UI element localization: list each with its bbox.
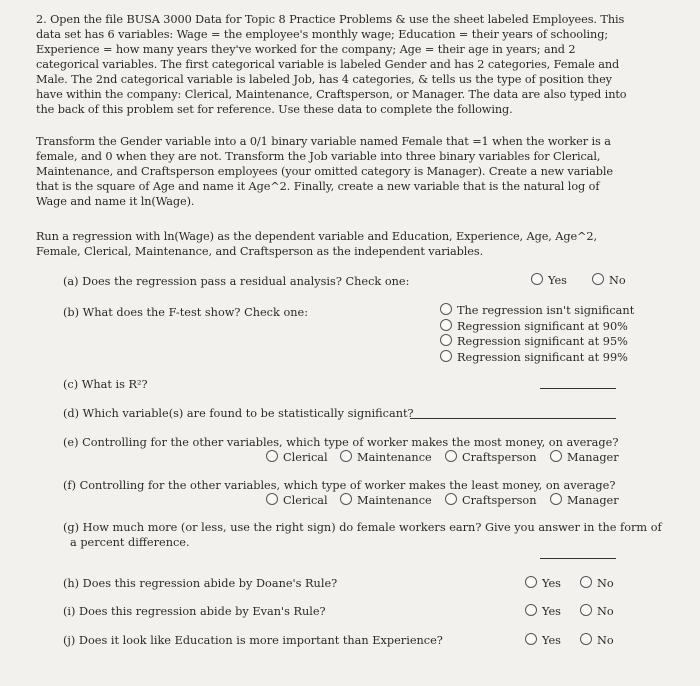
q-f-maintenance-option[interactable]: Maintenance <box>340 493 432 508</box>
question-h: (h) Does this regression abide by Doane's Rule? <box>63 577 338 590</box>
intro-paragraph: 2. Open the file BUSA 3000 Data for Topic 8 Practice Problems & use the sheet labeled Employees. This data set has 6 variables: Wage = the employee's monthly wage; Education = their years of schooling; Experience = how many years they've worked for the company; Age = their age in years; and 2 categorical variables. The first categorical variable is labeled Gender and has 2 categories, Female and Male. The 2nd categorical variable is labeled Job, has 4 categories, & tells us the type of position they have within the company: Clerical, Maintenance, Craftsperson, or Manager. The data are also typed into the back of this problem set for reference. Use these data to complete the following. <box>36 13 627 116</box>
q-j-yes-option[interactable]: Yes <box>525 633 561 648</box>
q-b-option-90[interactable]: Regression significant at 90% <box>440 319 634 335</box>
question-b: (b) What does the F-test show? Check one: <box>63 306 309 319</box>
question-f: (f) Controlling for the other variables, which type of worker makes the least money, on average? <box>63 479 616 492</box>
q-b-option-not-significant[interactable]: The regression isn't significant <box>440 303 634 319</box>
radio-icon[interactable] <box>340 450 352 462</box>
q-j-no-option[interactable]: No <box>580 633 614 648</box>
transform-paragraph: Transform the Gender variable into a 0/1 binary variable named Female that =1 when the worker is a female, and 0 when they are not. Transform the Job variable into three binary variables for Clerical, Maintenance, and Craftsperson employees (your omitted category is Manager). Create a new variable that is the square of Age and name it Age^2. Finally, create a new variable that is the natural log of Wage and name it ln(Wage). <box>36 135 614 208</box>
radio-icon[interactable] <box>580 576 592 588</box>
radio-icon[interactable] <box>340 493 352 505</box>
q-g-answer-line[interactable] <box>540 558 616 559</box>
q-f-clerical-option[interactable]: Clerical <box>266 493 328 508</box>
question-g-line2: a percent difference. <box>70 536 190 549</box>
q-a-yes-option[interactable]: Yes <box>531 273 567 288</box>
question-i: (i) Does this regression abide by Evan's Rule? <box>63 605 326 618</box>
q-f-manager-option[interactable]: Manager <box>550 493 619 508</box>
q-h-yes-option[interactable]: Yes <box>525 576 561 591</box>
radio-icon[interactable] <box>266 493 278 505</box>
question-g-line1: (g) How much more (or less, use the right sign) do female workers earn? Give you answer in the form of <box>63 521 662 534</box>
q-c-answer-line[interactable] <box>540 388 616 389</box>
q-b-option-95[interactable]: Regression significant at 95% <box>440 334 634 350</box>
q-e-maintenance-option[interactable]: Maintenance <box>340 450 432 465</box>
question-c: (c) What is R²? <box>63 378 148 391</box>
q-d-answer-line[interactable] <box>410 418 616 419</box>
radio-icon[interactable] <box>550 450 562 462</box>
q-b-option-99[interactable]: Regression significant at 99% <box>440 350 634 366</box>
q-h-no-option[interactable]: No <box>580 576 614 591</box>
radio-icon[interactable] <box>440 350 452 362</box>
q-f-craftsperson-option[interactable]: Craftsperson <box>445 493 537 508</box>
question-e: (e) Controlling for the other variables, which type of worker makes the most money, on average? <box>63 436 619 449</box>
radio-icon[interactable] <box>550 493 562 505</box>
question-a: (a) Does the regression pass a residual analysis? Check one: <box>63 275 410 288</box>
radio-icon[interactable] <box>445 450 457 462</box>
radio-icon[interactable] <box>445 493 457 505</box>
question-j: (j) Does it look like Education is more important than Experience? <box>63 634 443 647</box>
q-e-clerical-option[interactable]: Clerical <box>266 450 328 465</box>
q-e-manager-option[interactable]: Manager <box>550 450 619 465</box>
q-a-no-option[interactable]: No <box>592 273 626 288</box>
radio-icon[interactable] <box>440 319 452 331</box>
radio-icon[interactable] <box>525 576 537 588</box>
radio-icon[interactable] <box>580 633 592 645</box>
q-i-yes-option[interactable]: Yes <box>525 604 561 619</box>
regression-paragraph: Run a regression with ln(Wage) as the dependent variable and Education, Experience, Age, Age^2, Female, Clerical, Maintenance, and Craftsperson as the independent variables. <box>36 230 597 258</box>
q-b-options <box>440 303 634 365</box>
q-i-no-option[interactable]: No <box>580 604 614 619</box>
q-e-craftsperson-option[interactable]: Craftsperson <box>445 450 537 465</box>
radio-icon[interactable] <box>531 273 543 285</box>
question-d: (d) Which variable(s) are found to be statistically significant? <box>63 407 414 420</box>
radio-icon[interactable] <box>266 450 278 462</box>
radio-icon[interactable] <box>440 303 452 315</box>
radio-icon[interactable] <box>592 273 604 285</box>
radio-icon[interactable] <box>440 334 452 346</box>
radio-icon[interactable] <box>580 604 592 616</box>
radio-icon[interactable] <box>525 604 537 616</box>
radio-icon[interactable] <box>525 633 537 645</box>
